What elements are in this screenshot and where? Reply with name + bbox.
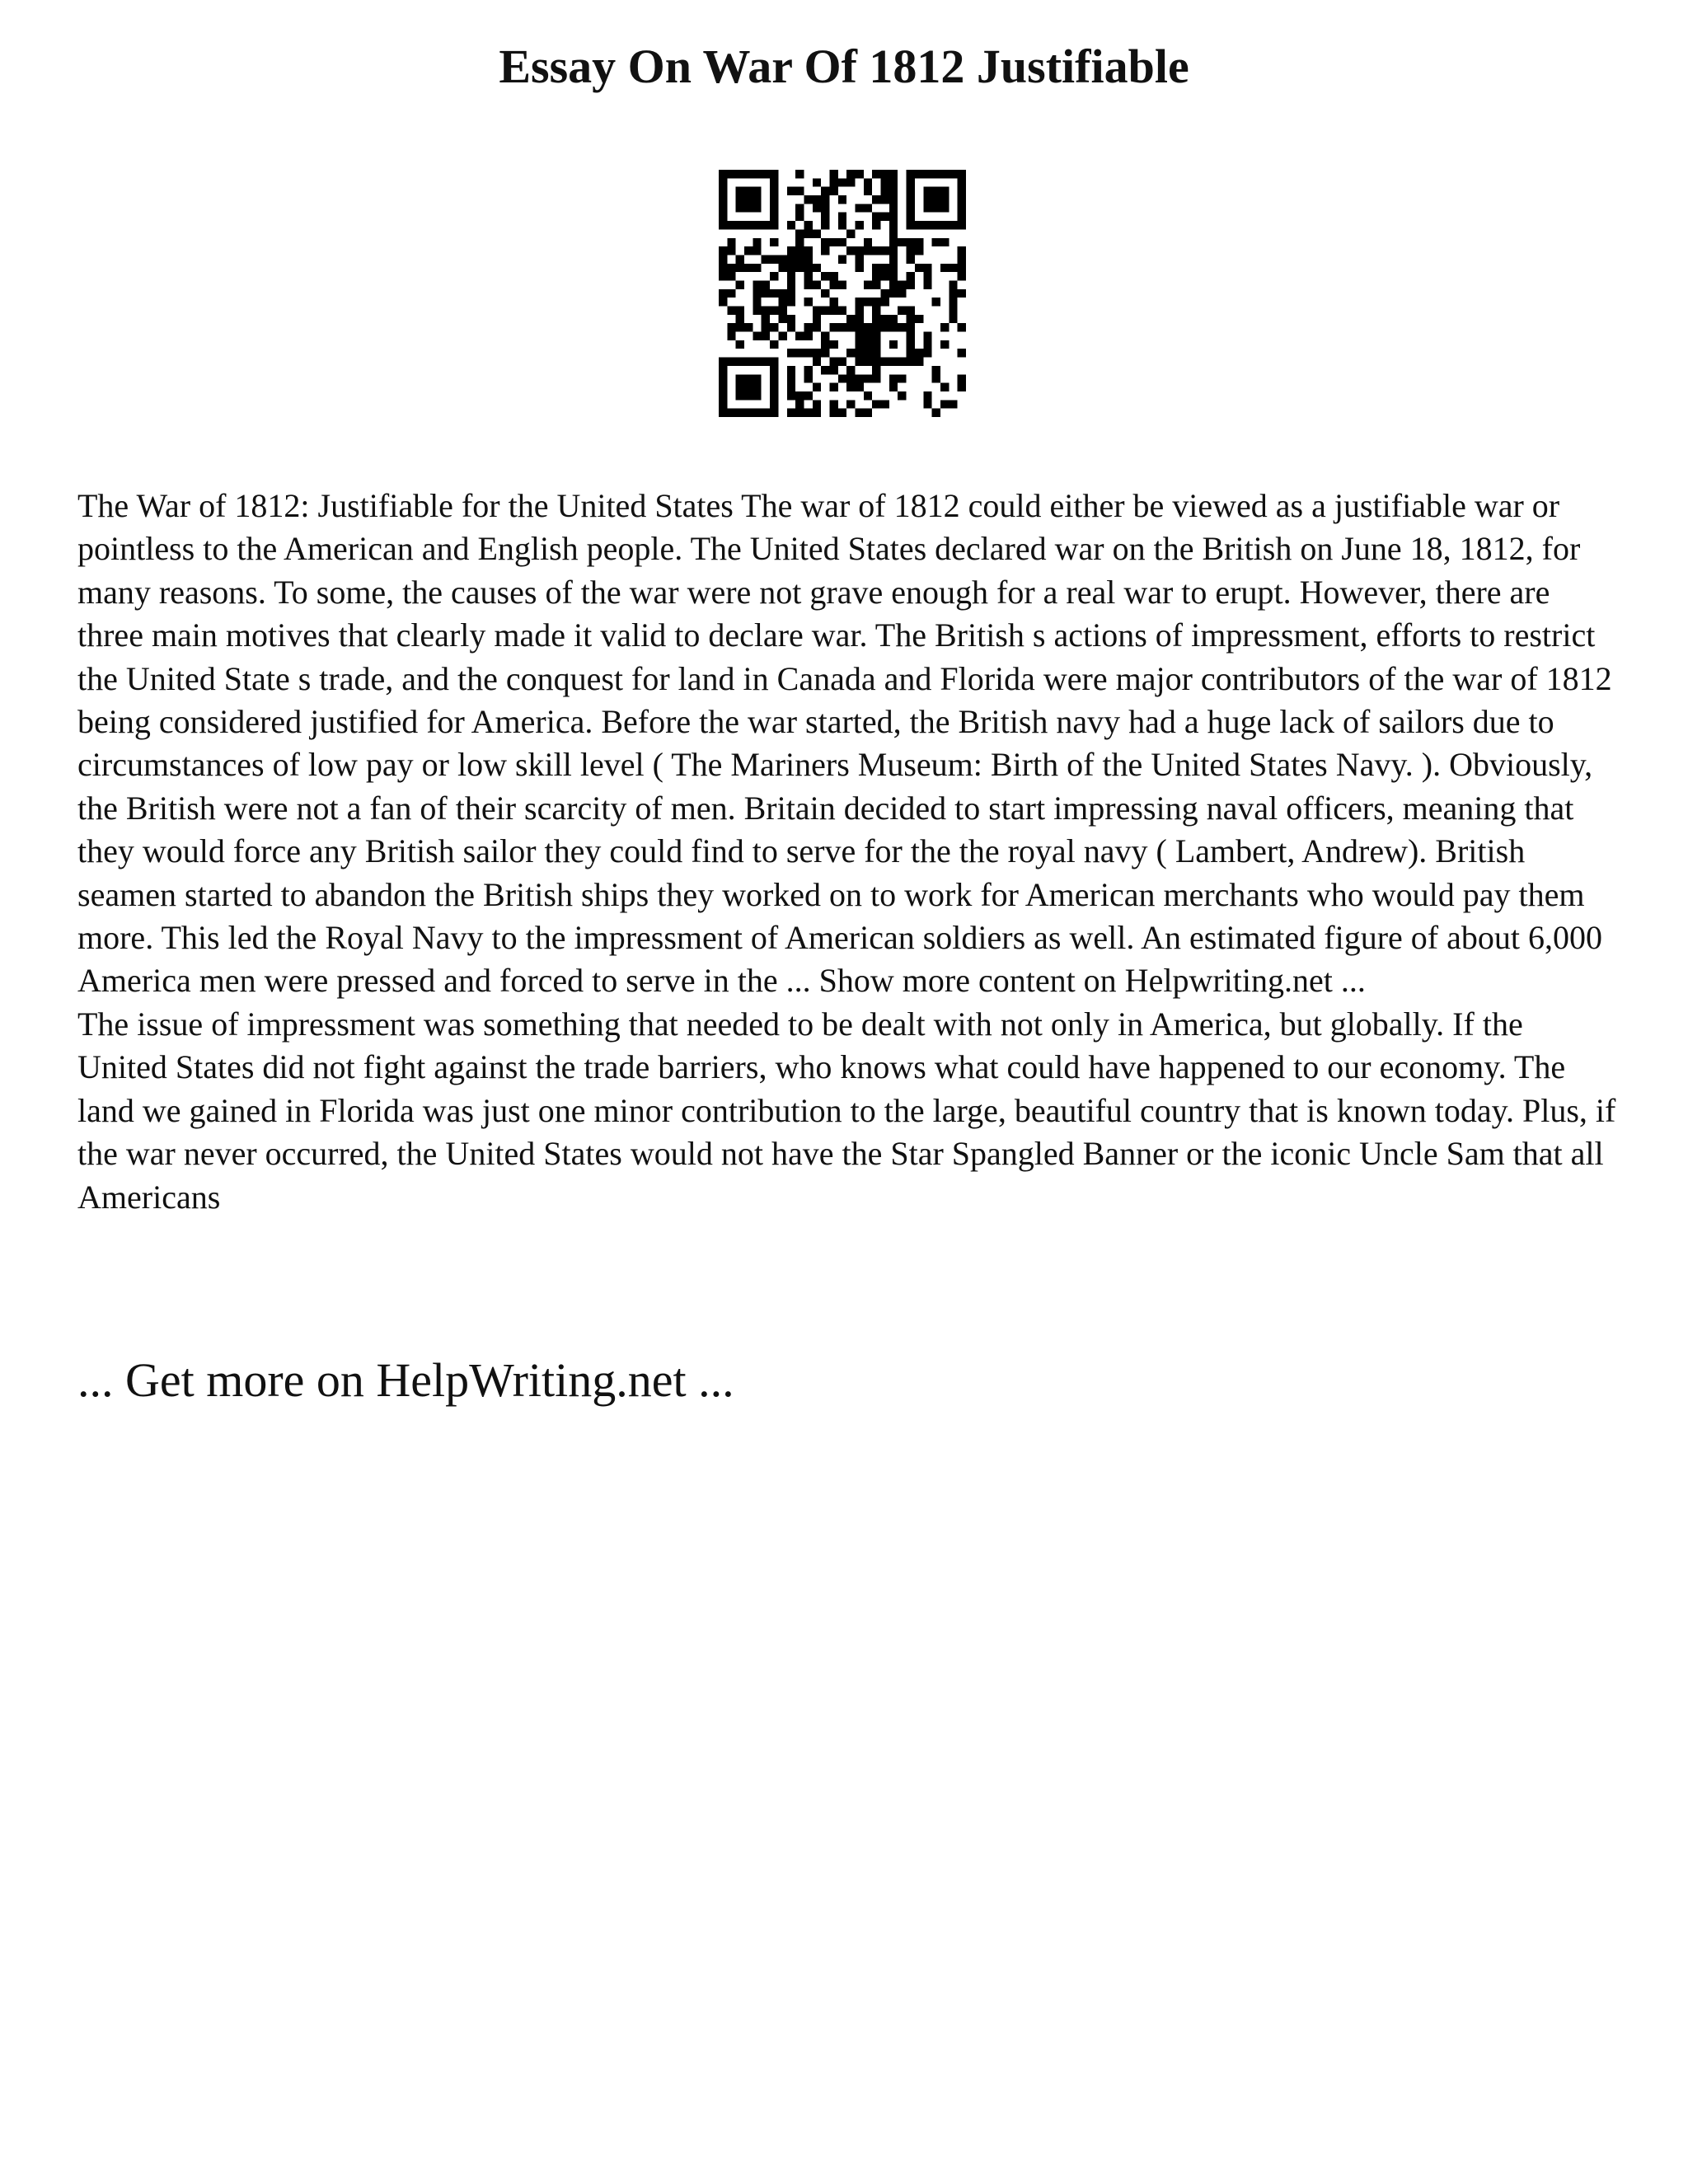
document-title: Essay On War Of 1812 Justifiable xyxy=(499,40,1189,93)
essay-body xyxy=(77,485,1619,1219)
qr-code-icon xyxy=(719,170,966,417)
essay-paragraph-1: The War of 1812: Justifiable for the United States The war of 1812 could either be viewed as a justifiable war or pointless to the American and English people. The United States declared war on the British on June 18, 1812, for many reasons. To some, the causes of the war were not grave enough for a real war to erupt. However, there are three main motives that clearly made it valid to declare war. The British s actions of impressment, efforts to restrict the United State s trade, and the conquest for land in Canada and Florida were major contributors of the war of 1812 being considered justified for America. Before the war started, the British navy had a huge lack of sailors due to circumstances of low pay or low skill level ( The Mariners Museum: Birth of the United States Navy. ). Obviously, the British were not a fan of their scarcity of men. Britain decided to start impressing naval officers, meaning that they would force any British sailor they could find to serve for the the royal navy ( Lambert, Andrew). British seamen started to abandon the British ships they worked on to work for American merchants who would pay them more. This led the Royal Navy to the impressment of American soldiers as well. An estimated figure of about 6,000 America men were pressed and forced to serve in the ... Show more content on Helpwriting.net ... xyxy=(77,487,1612,1000)
get-more-link[interactable]: ... Get more on HelpWriting.net ... xyxy=(77,1353,734,1407)
essay-paragraph-2: The issue of impressment was something that needed to be dealt with not only in America, but globally. If the United States did not fight against the trade barriers, who knows what could have happened to our economy. The land we gained in Florida was just one minor contribution to the large, beautiful country that is known today. Plus, if the war never occurred, the United States would not have the Star Spangled Banner or the iconic Uncle Sam that all Americans xyxy=(77,1005,1616,1216)
